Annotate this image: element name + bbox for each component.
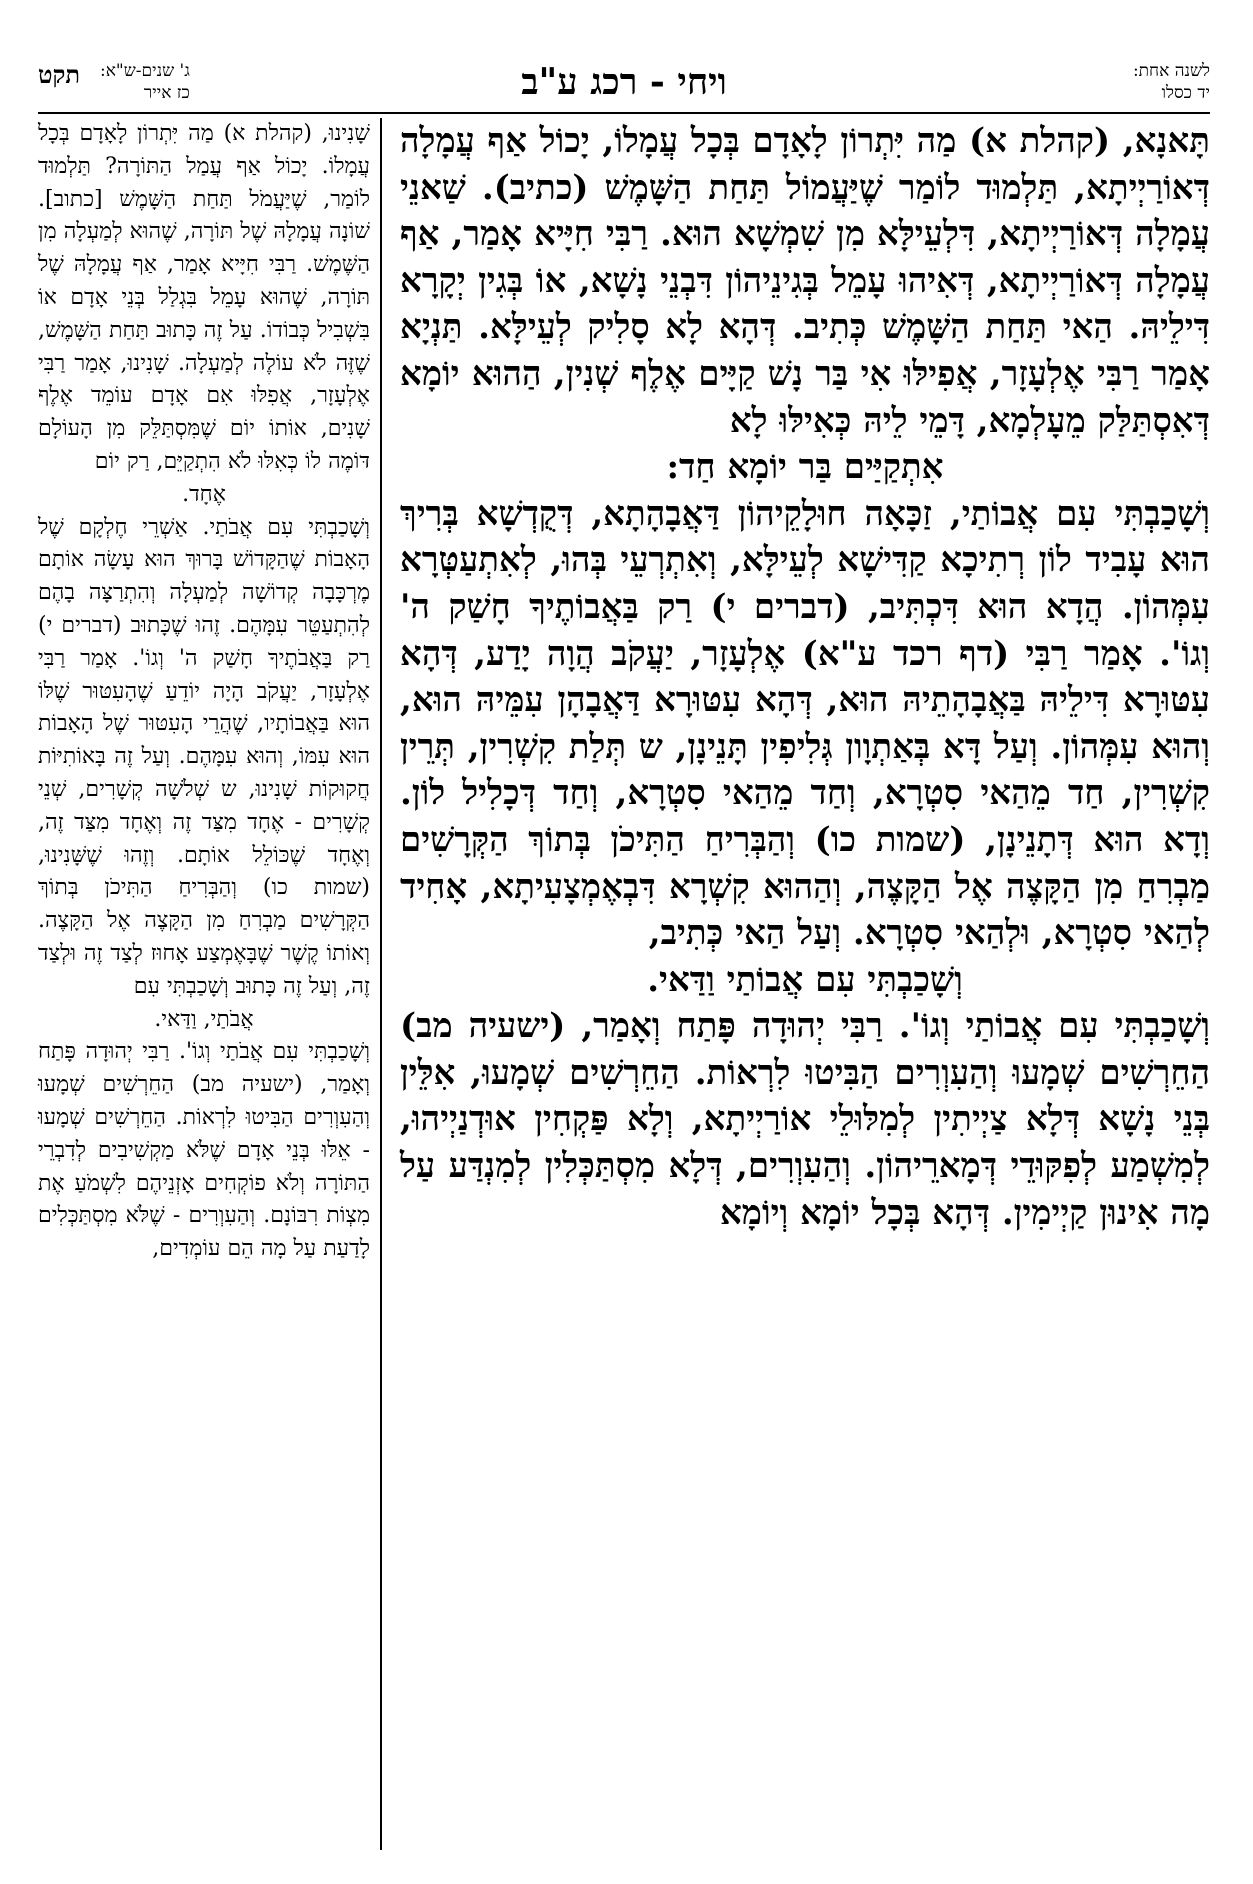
main-paragraph-2-end: וְשָׁכַבְתִּי עִם אֲבוֹתַי וַדַּאי.: [647, 959, 963, 1000]
header-left: [38, 60, 190, 104]
page-title: ויחי - רכג ע"ב: [521, 61, 727, 103]
side-paragraph-1: שָׁנִינוּ, (קהלת א) מַה יִּתְרוֹן לָאָדָם בְּכָל עֲמָלוֹ. יָכוֹל אַף עֲמַל הַתּוֹרָה? תַּלְמוּד לוֹמַר, שֶׁיַּעֲמֹל תַּחַת הַשָּׁמֶשׁ [כתוב]. שׁוֹנָה עֲמָלָהּ שֶׁל תּוֹרָה, שֶׁהוּא לְמַעְלָה מִן הַשֶּׁמֶשׁ. רַבִּי חִיָּיא אָמַר, אַף עֲמָלָהּ שֶׁל תּוֹרָה, שֶׁהוּא עָמֵל בִּגְלַל בְּנֵי אָדָם אוֹ בִּשְׁבִיל כְּבוֹדוֹ. עַל זֶה כָּתוּב תַּחַת הַשָּׁמֶשׁ, שֶׁזֶּה לֹא עוֹלֶה לְמַעְלָה. שָׁנִינוּ, אָמַר רַבִּי אֶלְעָזָר, אֲפִלּוּ אִם אָדָם עוֹמֵד אֶלֶף שָׁנִים, אוֹתוֹ יוֹם שֶׁמִּסְתַּלֵּק מִן הָעוֹלָם דּוֹמֶה לוֹ כְּאִלּוּ לֹא הִתְקַיֵּם, רַק יוֹם: [38, 121, 370, 474]
header-right-line1: לשנה אחת:: [1132, 61, 1210, 81]
main-paragraph-3: וְשָׁכַבְתִּי עִם אֲבוֹתַי וְגוֹ'. רַבִּי יְהוּדָה פָּתַח וְאָמַר, (ישעיה מב) הַחֵרְשִׁים שְׁמָעוּ וְהַעִוְרִים הַבִּיטוּ לִרְאוֹת. הַחֵרְשִׁים שְׁמָעוּ, אִלֵּין בְּנֵי נָשָׁא דְּלָא צַיְיתִין לְמִלּוּלֵי אוֹרַיְיתָא, וְלָא פַּקְחִין אוּדְנַיְיהוּ, לְמִשְׁמַע לְפִקּוּדֵי דְּמָארֵיהוֹן. וְהַעִוְרִים, דְּלָא מִסְתַּכְּלִין לְמִנְדַּע עַל מָה אִינוּן קַיְימִין. דְּהָא בְּכָל יוֹמָא וְיוֹמָא: [400, 1006, 1210, 1233]
side-paragraph-2-end: אֲבֹתַי, וַדַּאי.: [154, 1006, 254, 1032]
main-paragraph-2: וְשָׁכַבְתִּי עִם אֲבוֹתַי, זַכָּאָה חוּלָקֵיהוֹן דַּאֲבָהָתָא, דְּקֻדְשָׁא בְּרִיךְ הוּא עָבִיד לוֹן רְתִיכָא קַדִּישָׁא לְעֵילָּא, וְאִתְרְעֵי בְּהוּ, לְאִתְעַטְּרָא עִמְּהוֹן. הֲדָא הוּא דִּכְתִּיב, (דברים י) רַק בַּאֲבוֹתֶיךָ חָשַׁק ה' וְגוֹ'. אָמַר רַבִּי (דף רכד ע"א) אֶלְעָזָר, יַעֲקֹב הֲוָה יָדַע, דְּהָא עִטּוּרָא דִּילֵיהּ בַּאֲבָהָתֵיהּ הוּא, דְּהָא עִטּוּרָא דַּאֲבָהָן עִמֵּיהּ הוּא, וְהוּא עִמְּהוֹן. וְעַל דָּא בְּאַתְוָון גְּלִיפִין תָּנֵינָן, ש תְּלַת קִשְׁרִין, תְּרֵין קִשְׁרִין, חַד מֵהַאי סִטְרָא, וְחַד מֵהַאי סִטְרָא, וְחַד דְּכָלִיל לוֹן. וְדָא הוּא דְּתָנֵינָן, (שמות כו) וְהַבְּרִיחַ הַתִּיכֹן בְּתוֹךְ הַקְּרָשִׁים מַבְרִחַ מִן הַקָּצֶה אֶל הַקָּצֶה, וְהַהוּא קִשְׁרָא דִּבְאֶמְצָעִיתָא, אָחִיד לְהַאי סִטְרָא, וּלְהַאי סִטְרָא. וְעַל הַאי כְּתִיב,: [400, 493, 1210, 954]
header-left-line1: ג' שנים-ש"א:: [99, 61, 190, 81]
text-columns: [38, 118, 1210, 1850]
page-header: [38, 60, 1210, 110]
side-paragraph-2: וְשָׁכַבְתִּי עִם אֲבֹתַי. אַשְׁרֵי חֶלְקָם שֶׁל הָאָבוֹת שֶׁהַקָּדוֹשׁ בָּרוּךְ הוּא עָשָׂה אוֹתָם מֶרְכָּבָה קְדוֹשָׁה לְמַעְלָה וְהִתְרַצָּה בָהֶם לְהִתְעַטֵּר עִמָּהֶם. זֶהוּ שֶׁכָּתוּב (דברים י) רַק בַּאֲבֹתֶיךָ חָשַׁק ה' וְגוֹ'. אָמַר רַבִּי אֶלְעָזָר, יַעֲקֹב הָיָה יוֹדֵעַ שֶׁהָעִטּוּר שֶׁלּוֹ הוּא בַּאֲבוֹתָיו, שֶׁהֲרֵי הָעִטּוּר שֶׁל הָאָבוֹת הוּא עִמּוֹ, וְהוּא עִמָּהֶם. וְעַל זֶה בָּאוֹתִיּוֹת חֲקוּקוֹת שָׁנִינוּ, ש שְׁלֹשָׁה קְשָׁרִים, שְׁנֵי קְשָׁרִים - אֶחָד מִצַּד זֶה וְאֶחָד מִצַּד זֶה, וְאֶחָד שֶׁכּוֹלֵל אוֹתָם. וְזֶהוּ שֶׁשָּׁנִינוּ, (שמות כו) וְהַבְּרִיחַ הַתִּיכֹן בְּתוֹךְ הַקְּרָשִׁים מַבְרִחַ מִן הַקָּצֶה אֶל הַקָּצֶה. וְאוֹתוֹ קֶשֶׁר שֶׁבָּאֶמְצַע אָחוּז לְצַד זֶה וּלְצַד זֶה, וְעַל זֶה כָּתוּב וְשָׁכַבְתִּי עִם: [38, 514, 370, 999]
header-right-line2: יד כסלו: [1161, 83, 1210, 103]
page-number: תקט: [38, 60, 80, 89]
header-left-dates: [100, 60, 190, 104]
side-paragraph-3: וְשָׁכַבְתִּי עִם אֲבֹתַי וְגוֹ'. רַבִּי יְהוּדָה פָּתַח וְאָמַר, (ישעיה מב) הַחֵרְשִׁים שְׁמָעוּ וְהַעִוְרִים הַבִּיטוּ לִרְאוֹת. הַחֵרְשִׁים שְׁמָעוּ - אֵלּוּ בְּנֵי אָדָם שֶׁלֹּא מַקְשִׁיבִים לְדִבְרֵי הַתּוֹרָה וְלֹא פוֹקְחִים אָזְנֵיהֶם לִשְׁמֹעַ אֶת מִצְוֹת רִבּוֹנָם. וְהַעִוְרִים - שֶׁלֹּא מִסְתַּכְּלִים לָדַעַת עַל מָה הֵם עוֹמְדִים,: [38, 1039, 370, 1262]
side-paragraph-1-end: אֶחָד.: [182, 481, 226, 507]
column-divider: [380, 118, 382, 1850]
header-left-line2: כז אייר: [143, 83, 190, 103]
main-paragraph-1-end: אִתְקַיַּים בַּר יוֹמָא חַד:: [666, 447, 944, 488]
main-column-aramaic: [400, 118, 1210, 1236]
main-paragraph-1: תָּאנָא, (קהלת א) מַה יִּתְרוֹן לָאָדָם בְּכָל עֲמָלוֹ, יָכוֹל אַף עֲמָלָה דְּאוֹרַיְיתָא, תַּלְמוּד לוֹמַר שֶׁיַּעֲמוֹל תַּחַת הַשָּׁמֶשׁ (כתיב). שַׁאנֵי עֲמָלָה דְּאוֹרַיְיתָא, דִּלְעֵילָּא מִן שִׁמְשָׁא הוּא. רַבִּי חִיָּיא אָמַר, אַף עֲמָלָה דְּאוֹרַיְיתָא, דְּאִיהוּ עָמֵל בְּגִינֵיהוֹן דִּבְנֵי נָשָׁא, אוֹ בְּגִין יְקָרָא דִּילֵיהּ. הַאי תַּחַת הַשָּׁמֶשׁ כְּתִיב. דְּהָא לָא סָלִיק לְעֵילָּא. תַּנְיָא אָמַר רַבִּי אֶלְעָזָר, אֲפִילּוּ אִי בַּר נָשׁ קַיָּים אֶלֶף שְׁנִין, הַהוּא יוֹמָא דְּאִסְתַּלַּק מֵעָלְמָא, דָּמֵי לֵיהּ כְּאִילּוּ לָא: [400, 121, 1210, 441]
side-column-hebrew: [38, 118, 370, 1266]
page: [38, 60, 1210, 1850]
header-rule: [38, 112, 1210, 114]
